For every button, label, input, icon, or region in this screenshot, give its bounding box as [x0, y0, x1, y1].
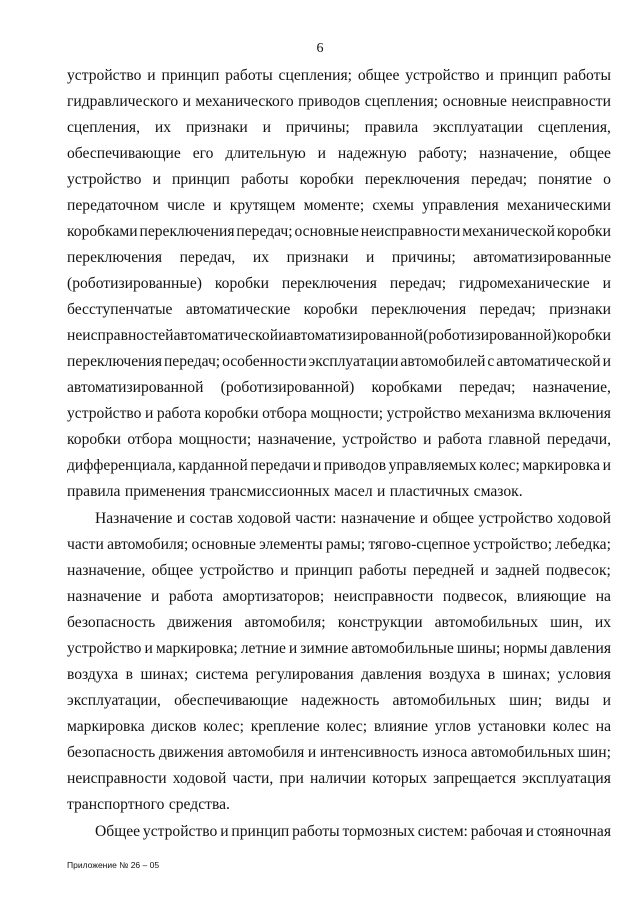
text-line: коробками переключения передач; основные неисправности механической коробки	[67, 223, 611, 240]
paragraph-transmission	[67, 63, 611, 505]
text-line: гидравлического и механического приводов сцепления; основные неисправности	[67, 93, 611, 110]
text-line: устройство и работа коробки отбора мощности; устройство механизма включения	[67, 405, 611, 422]
text-line: дифференциала, карданной передачи и приводов управляемых колес; маркировка и	[67, 457, 611, 474]
page-number: 6	[316, 41, 324, 56]
text-line: устройство и принцип работы сцепления; общее устройство и принцип работы	[67, 67, 611, 84]
text-line: переключения передач, их признаки и причины; автоматизированные	[67, 249, 611, 266]
body-text	[67, 63, 611, 845]
text-line: Назначение и состав ходовой части: назначение и общее устройство ходовой	[95, 510, 611, 527]
text-line: устройство и принцип работы коробки переключения передач; понятие о	[67, 171, 611, 188]
text-line: неисправностей автоматической и автоматизированной (роботизированной) коробки	[67, 327, 611, 344]
text-line: обеспечивающие его длительную и надежную работу; назначение, общее	[67, 145, 611, 162]
text-line: правила применения трансмиссионных масел и пластичных смазок.	[67, 483, 523, 500]
text-line: переключения передач; особенности эксплуатации автомобилей с автоматической и	[67, 353, 611, 370]
text-line: автоматизированной (роботизированной) коробками передач; назначение,	[67, 379, 611, 396]
text-line: неисправности ходовой части, при наличии которых запрещается эксплуатация	[67, 770, 611, 787]
text-line: устройство и маркировка; летние и зимние автомобильные шины; нормы давления	[67, 640, 611, 657]
paragraph-brake-systems	[67, 819, 611, 845]
text-line: транспортного средства.	[67, 796, 230, 813]
text-line: Общее устройство и принцип работы тормозных систем: рабочая и стояночная	[95, 823, 611, 840]
text-line: воздуха в шинах; система регулирования давления воздуха в шинах; условия	[67, 666, 611, 683]
text-line: коробки отбора мощности; назначение, устройство и работа главной передачи,	[67, 431, 611, 448]
paragraph-running-gear	[67, 506, 611, 818]
text-line: бесступенчатые автоматические коробки переключения передач; признаки	[67, 301, 611, 318]
text-line: (роботизированные) коробки переключения передач; гидромеханические и	[67, 275, 611, 292]
text-line: части автомобиля; основные элементы рамы; тягово-сцепное устройство; лебедка;	[67, 536, 611, 553]
text-line: маркировка дисков колес; крепление колес; влияние углов установки колес на	[67, 718, 611, 735]
text-line: назначение, общее устройство и принцип работы передней и задней подвесок;	[67, 562, 611, 579]
text-line: эксплуатации, обеспечивающие надежность автомобильных шин; виды и	[67, 692, 611, 709]
text-line: передаточном числе и крутящем моменте; схемы управления механическими	[67, 197, 611, 214]
footer-annex-label: Приложение № 26 – 05	[67, 860, 160, 870]
text-line: сцепления, их признаки и причины; правила эксплуатации сцепления,	[67, 119, 611, 136]
text-line: безопасность движения автомобиля и интенсивность износа автомобильных шин;	[67, 744, 611, 761]
text-line: назначение и работа амортизаторов; неисправности подвесок, влияющие на	[67, 588, 611, 605]
text-line: безопасность движения автомобиля; конструкции автомобильных шин, их	[67, 614, 611, 631]
